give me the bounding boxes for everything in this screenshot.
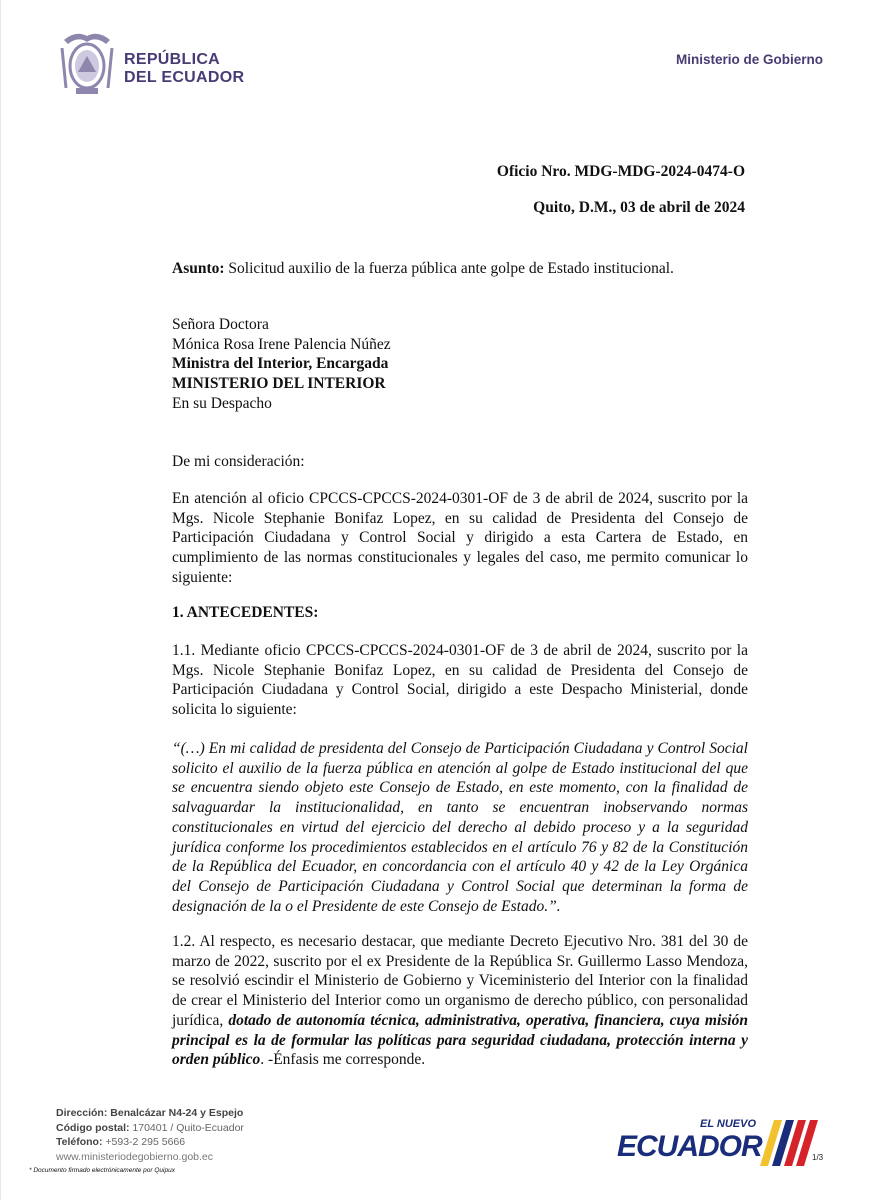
paragraph-1-2-end: . -Énfasis me corresponde. (260, 1051, 426, 1069)
asunto-line (172, 259, 748, 279)
postal-label: Código postal: (56, 1121, 130, 1134)
address-value: Benalcázar N4-24 y Espejo (107, 1107, 244, 1119)
paragraph-1-2-text: 1.2. Al respecto, es necesario destacar, que mediante Decreto Ejecutivo Nro. 381 del 30 de marzo de 2022, suscrito por el ex Presidente de la República Sr. Guillermo Lasso Mendoza, se resolvió escindir el Ministerio de Gobierno y Viceministerio del Interior con la finalidad de crear el Ministerio del Interior como un organismo de derecho público, con personalidad jurídica, (172, 933, 748, 1029)
recipient-location: En su Despacho (172, 394, 272, 412)
address-label: Dirección: (56, 1107, 108, 1119)
phone-label: Teléfono: (56, 1136, 103, 1148)
recipient-name: Mónica Rosa Irene Palencia Núñez (172, 335, 391, 353)
ministry-name: Ministerio de Gobierno (675, 52, 823, 67)
republic-line-1: REPÚBLICA (124, 51, 221, 68)
asunto-label: Asunto: (172, 260, 225, 277)
section-heading: 1. ANTECEDENTES: (172, 604, 319, 621)
recipient-position: Ministra del Interior, Encargada (172, 355, 389, 373)
recipient-block (172, 315, 748, 413)
recipient-salutation: Señora Doctora (172, 316, 269, 333)
signature-note: * Documento firmado electrónicamente por Quipux (29, 1167, 175, 1174)
website-link[interactable]: www.ministeriodegobierno.gob.ec (56, 1150, 214, 1163)
paragraph-1-1: 1.1. Mediante oficio CPCCS-CPCCS-2024-0301-OF de 3 de abril de 2024, suscrito por la Mgs. Nicole Stephanie Bonifaz Lopez, en su calidad de Presidenta del Consejo de Participación Ciudadana y Control Social, dirigido a este Despacho Ministerial, donde solicita lo siguiente: (172, 642, 748, 719)
oficio-number: Oficio Nro. MDG-MDG-2024-0474-O (496, 163, 745, 180)
greeting: De mi consideración: (172, 453, 305, 470)
asunto-text: Solicitud auxilio de la fuerza pública ante golpe de Estado institucional. (224, 260, 674, 277)
brand-logo-text: ECUADOR (617, 1130, 762, 1163)
paragraph-1-2-emphasis: dotado de autonomía técnica, administrativa, operativa, financiera, cuya misión principal es la de formular las políticas para seguridad ciudadana, protección interna y orden público (172, 1011, 748, 1069)
page-number: 1/3 (812, 1153, 824, 1162)
republic-logo-text (124, 51, 244, 87)
postal-value: 170401 / Quito-Ecuador (129, 1121, 244, 1134)
republic-line-2: DEL ECUADOR (124, 69, 245, 86)
footer-contact (29, 1106, 244, 1174)
coat-of-arms-icon (56, 28, 118, 100)
phone-value: +593-2 295 5666 (102, 1136, 186, 1148)
paragraph-1-2 (172, 932, 748, 1070)
brand-small-text: EL NUEVO (700, 1118, 757, 1130)
document-date: Quito, D.M., 03 de abril de 2024 (533, 199, 745, 216)
intro-paragraph: En atención al oficio CPCCS-CPCCS-2024-0301-OF de 3 de abril de 2024, suscrito por la Mgs. Nicole Stephanie Bonifaz Lopez, en su calidad de Presidenta del Consejo de Participación Ciudadana y Control Social y dirigido a esta Cartera de Estado, en cumplimiento de las normas constitucionales y legales del caso, me permito comunicar lo siguiente: (172, 490, 748, 586)
recipient-institution: MINISTERIO DEL INTERIOR (172, 375, 386, 393)
quoted-request: “(…) En mi calidad de presidenta del Consejo de Participación Ciudadana y Control Social solicito el auxilio de la fuerza pública en atención al golpe de Estado institucional del que se encuentra siendo objeto este Consejo de Estado, en este momento, con la finalidad de salvaguardar la institucionalidad, en tanto se encuentran inobservando normas constitucionales en virtud del ejercicio del derecho al debido proceso y a la seguridad jurídica conforme los procedimientos establecidos en el artículo 76 y 82 de la Constitución de la República del Ecuador, en concordancia con el artículo 40 y 42 de la Ley Orgánica del Consejo de Participación Ciudadana y Control Social que determinan la forma de designación de la o el Presidente de este Consejo de Estado.”. (172, 740, 748, 915)
